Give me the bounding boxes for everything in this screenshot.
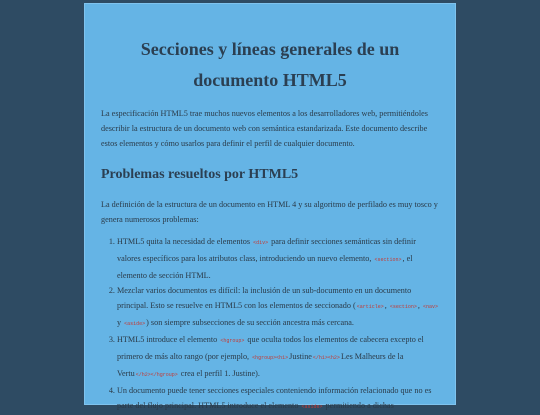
problem-text: HTML5 introduce el elemento: [117, 335, 220, 344]
problem-text: crea el perfil 1. Justine).: [178, 369, 260, 378]
problem-text: Justine: [289, 352, 312, 361]
problem-text: que oculta todos los elementos de cabecera excepto el primero de más alto rango (por ejemplo,: [117, 335, 424, 361]
code-tag: <div>: [253, 240, 269, 246]
code-tag: <hgroup><h1>: [252, 355, 289, 361]
section-intro-paragraph: La definición de la estructura de un documento en HTML 4 y su algoritmo de perfilado es muy tosco y genera numerosos problemas:: [101, 200, 438, 224]
problem-text: , el elemento de sección HTML.: [117, 254, 413, 280]
code-tag: </h1><h2>: [312, 355, 340, 361]
code-tag: <article>: [356, 304, 384, 310]
problem-list: [101, 234, 439, 415]
problem-item: [117, 234, 439, 283]
problem-item: [117, 283, 439, 332]
problem-text: y: [117, 318, 124, 327]
problem-item: [117, 332, 439, 383]
problem-item: [117, 383, 439, 415]
problem-text: Mezclar varios documentos es difícil: la inclusión de un sub-documento en un documento principal. Esto se resuelve en HTML5 con los elementos de seccionado (: [117, 286, 412, 310]
problem-text: permitiendo a dichas: [323, 401, 394, 410]
problem-text: ,: [384, 301, 389, 310]
code-tag: <nav>: [422, 304, 438, 310]
problem-text: Un documento puede tener secciones especiales conteniendo información relacionado que no es parte del flujo principal. HTML5 introduce el elemento: [117, 386, 432, 410]
intro-paragraph: La especificación HTML5 trae muchos nuevos elementos a los desarrolladores web, permitiéndoles describir la estructura de un documento web con semántica estandarizada. Este documento describe estos elementos y cómo usarlos para definir el perfil de cualquier documento.: [101, 109, 428, 148]
code-tag: <section>: [389, 304, 417, 310]
code-tag: </h2></hgroup>: [135, 372, 178, 378]
code-tag: <aside>: [301, 404, 323, 410]
section-heading: Problemas resueltos por HTML5: [101, 167, 299, 182]
document-page: [84, 3, 456, 410]
code-tag: <hgroup>: [220, 338, 245, 344]
problem-text: ,: [417, 301, 422, 310]
problem-text: HTML5 quita la necesidad de elementos: [117, 237, 253, 246]
problem-text: ) son siempre subsecciones de su sección ancestra más cercana.: [146, 318, 354, 327]
code-tag: <aside>: [124, 321, 146, 327]
code-tag: <section>: [374, 257, 402, 263]
problem-text: para definir secciones semánticas sin definir valores específicos para los atributos class, introduciendo un nuevo elemento,: [117, 237, 416, 263]
problem-text: Les Malheurs de la Vertu: [117, 352, 404, 378]
page-title: Secciones y líneas generales de un documento HTML5: [140, 39, 400, 90]
